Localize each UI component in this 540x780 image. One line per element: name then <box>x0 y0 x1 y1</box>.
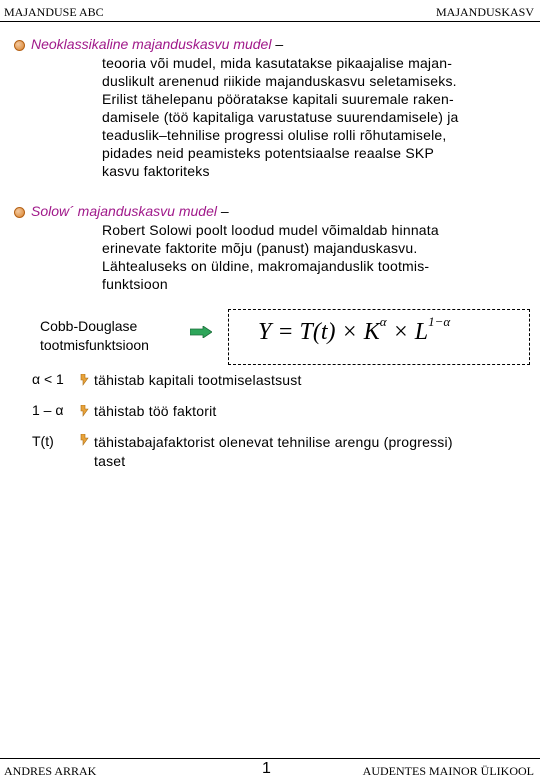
def-text: tähistab kapitali tootmiselastsust <box>94 372 302 388</box>
def-term: α < 1 <box>32 371 64 387</box>
footer-author: ANDRES ARRAK <box>4 764 97 778</box>
section-body <box>102 54 532 180</box>
def-text <box>94 433 453 471</box>
body-line: teooria või mudel, mida kasutatakse pikaajalise majan- <box>102 55 453 71</box>
body-line: funktsioon <box>102 276 168 292</box>
section-body <box>102 221 532 293</box>
section-title: Neoklassikaline majanduskasvu mudel – <box>31 36 284 52</box>
def-term: 1 – α <box>32 402 64 418</box>
body-line: Erilist tähelepanu pööratakse kapitali suuremale raken- <box>102 91 454 107</box>
pointer-icon <box>80 434 89 446</box>
header-right: MAJANDUSKASV <box>435 5 534 19</box>
body-line: kasvu faktoriteks <box>102 163 210 179</box>
def-text-line: taset <box>94 453 126 469</box>
cobb-douglas-label <box>40 317 149 355</box>
body-line: pidades neid peamisteks potentsiaalse reaalse SKP <box>102 145 434 161</box>
page-number: 1 <box>262 760 271 777</box>
cobb-douglas-label-line: Cobb-Douglase <box>40 318 138 334</box>
production-function-formula: $Y = T(t) \times K^\alpha \times L^{1-\alpha}$ <box>258 314 451 345</box>
arrow-right-icon <box>190 326 212 338</box>
def-text-line: tähistabajafaktorist olenevat tehnilise arengu (progressi) <box>94 434 453 450</box>
body-line: duslikult arenenud riikide majanduskasvu seletamiseks. <box>102 73 457 89</box>
bullet-icon <box>14 40 25 51</box>
pointer-icon <box>80 374 89 386</box>
bullet-icon <box>14 207 25 218</box>
cobb-douglas-label-line: tootmisfunktsioon <box>40 337 149 353</box>
pointer-icon <box>80 405 89 417</box>
section-title: Solow´ majanduskasvu mudel – <box>31 203 229 219</box>
footer-institution: AUDENTES MAINOR ÜLIKOOL <box>362 764 534 778</box>
body-line: erinevate faktorite mõju (panust) majanduskasvu. <box>102 240 418 256</box>
footer-divider <box>0 758 540 759</box>
header-left: MAJANDUSE ABC <box>4 5 104 19</box>
body-line: Robert Solowi poolt loodud mudel võimaldab hinnata <box>102 222 439 238</box>
header-divider <box>0 21 540 22</box>
body-line: teaduslik–tehnilise progressi olulise rolli rõhutamisele, <box>102 127 447 143</box>
body-line: damisele (töö kapitaliga varustatuse suurendamisele) ja <box>102 109 459 125</box>
body-line: Lähtealuseks on üldine, makromajanduslik tootmis- <box>102 258 430 274</box>
def-term: T(t) <box>32 433 54 449</box>
def-text: tähistab töö faktorit <box>94 403 217 419</box>
